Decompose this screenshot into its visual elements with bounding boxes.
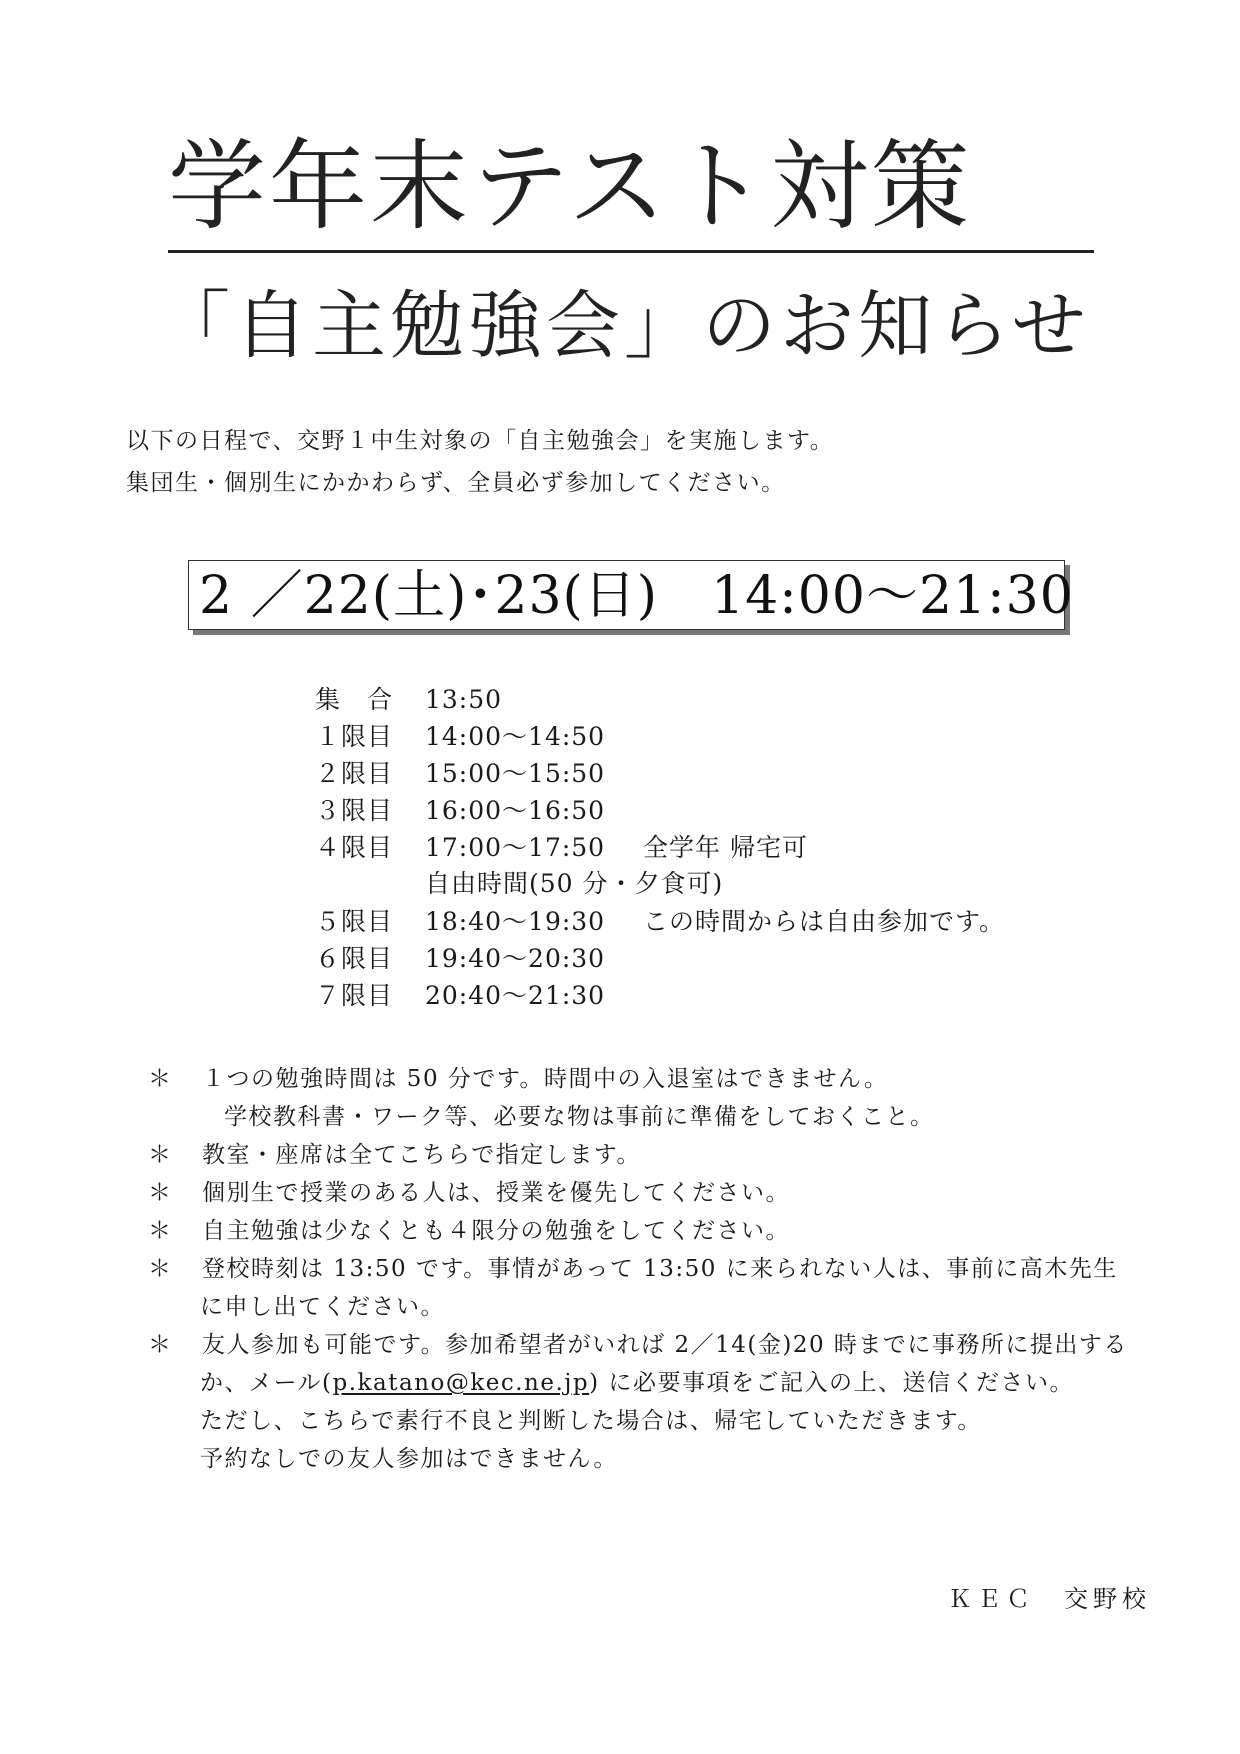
schedule-row-period-1 xyxy=(315,719,643,755)
schedule-time: 14:00～14:50 xyxy=(425,722,606,751)
schedule-note: この時間からは自由参加です。 xyxy=(643,907,1006,936)
schedule-row-free-time xyxy=(315,866,723,902)
note-individual xyxy=(148,1174,790,1212)
note-text: 個別生で授業のある人は、授業を優先してください。 xyxy=(202,1180,790,1206)
note-study-time-cont: 学校教科書・ワーク等、必要な物は事前に準備をしておくこと。 xyxy=(224,1104,935,1130)
note-arrival-cont: に申し出てください。 xyxy=(200,1294,445,1320)
note-arrival xyxy=(148,1250,1118,1288)
page-subtitle: 「自主勉強会」のお知らせ xyxy=(156,283,1090,369)
note-friends-cont-2: 予約なしでの友人参加はできません。 xyxy=(200,1446,618,1472)
asterisk-icon: ＊ xyxy=(148,1218,173,1244)
schedule-time: 17:00～17:50 xyxy=(425,833,606,862)
schedule-label: ４限目 xyxy=(315,833,394,862)
asterisk-icon: ＊ xyxy=(148,1142,173,1168)
note-text: 登校時刻は 13:50 です。事情があって 13:50 に来られない人は、事前に高木先生 xyxy=(202,1256,1118,1282)
note-text: 友人参加も可能です。参加希望者がいれば 2／14(金)20 時までに事務所に提出する xyxy=(202,1332,1128,1358)
note-text: 自主勉強は少なくとも４限分の勉強をしてください。 xyxy=(202,1218,790,1244)
schedule-row-period-6 xyxy=(315,941,643,977)
schedule-row-period-4 xyxy=(315,830,808,866)
note-seating xyxy=(148,1136,641,1174)
schedule-time: 13:50 xyxy=(425,685,503,714)
schedule-time: 自由時間(50 分・夕食可) xyxy=(425,869,724,898)
schedule-time: 20:40～21:30 xyxy=(425,981,606,1010)
note-text: ) に必要事項をご記入の上、送信ください。 xyxy=(589,1370,1074,1396)
note-text: 教室・座席は全てこちらで指定します。 xyxy=(202,1142,641,1168)
schedule-label: １限目 xyxy=(315,722,394,751)
page-title: 学年末テスト対策 xyxy=(168,130,973,244)
date-text: 2 ／22(土)･23(日) 14:00～21:30 xyxy=(199,566,1074,626)
intro-line-1: 以下の日程で、交野１中生対象の「自主勉強会」を実施します。 xyxy=(126,428,835,454)
date-box xyxy=(188,560,1074,630)
schedule-label: ５限目 xyxy=(315,907,394,936)
schedule-time: 16:00～16:50 xyxy=(425,796,606,825)
note-text: か、メール( xyxy=(200,1370,333,1396)
schedule-row-period-2 xyxy=(315,756,643,792)
title-underline xyxy=(168,250,1094,253)
schedule-label: ３限目 xyxy=(315,796,394,825)
schedule-label: 集 合 xyxy=(315,685,394,714)
asterisk-icon: ＊ xyxy=(148,1332,173,1358)
asterisk-icon: ＊ xyxy=(148,1256,173,1282)
schedule-time: 19:40～20:30 xyxy=(425,944,606,973)
note-friends-cont-1: ただし、こちらで素行不良と判断した場合は、帰宅していただきます。 xyxy=(200,1408,982,1434)
schedule-label: ６限目 xyxy=(315,944,394,973)
schedule-label: ２限目 xyxy=(315,759,394,788)
schedule-time: 15:00～15:50 xyxy=(425,759,606,788)
footer-school-name: ＫＥＣ 交野校 xyxy=(948,1585,1151,1613)
schedule-row-period-7 xyxy=(315,978,643,1014)
note-text: １つの勉強時間は 50 分です。時間中の入退室はできません。 xyxy=(202,1066,889,1092)
schedule-time: 18:40～19:30 xyxy=(425,907,606,936)
asterisk-icon: ＊ xyxy=(148,1066,173,1092)
schedule-row-period-3 xyxy=(315,793,643,829)
schedule-label: ７限目 xyxy=(315,981,394,1010)
asterisk-icon: ＊ xyxy=(148,1180,173,1206)
intro-line-2: 集団生・個別生にかかわらず、全員必ず参加してください。 xyxy=(126,470,786,496)
schedule-row-gather xyxy=(315,682,643,718)
note-study-time xyxy=(148,1060,888,1098)
note-minimum xyxy=(148,1212,790,1250)
schedule-row-period-5 xyxy=(315,904,1005,940)
note-friends-email-line xyxy=(200,1364,1074,1402)
email-link[interactable]: p.katano@kec.ne.jp xyxy=(332,1370,590,1396)
note-friends xyxy=(148,1326,1128,1364)
schedule-note: 全学年 帰宅可 xyxy=(643,833,808,862)
